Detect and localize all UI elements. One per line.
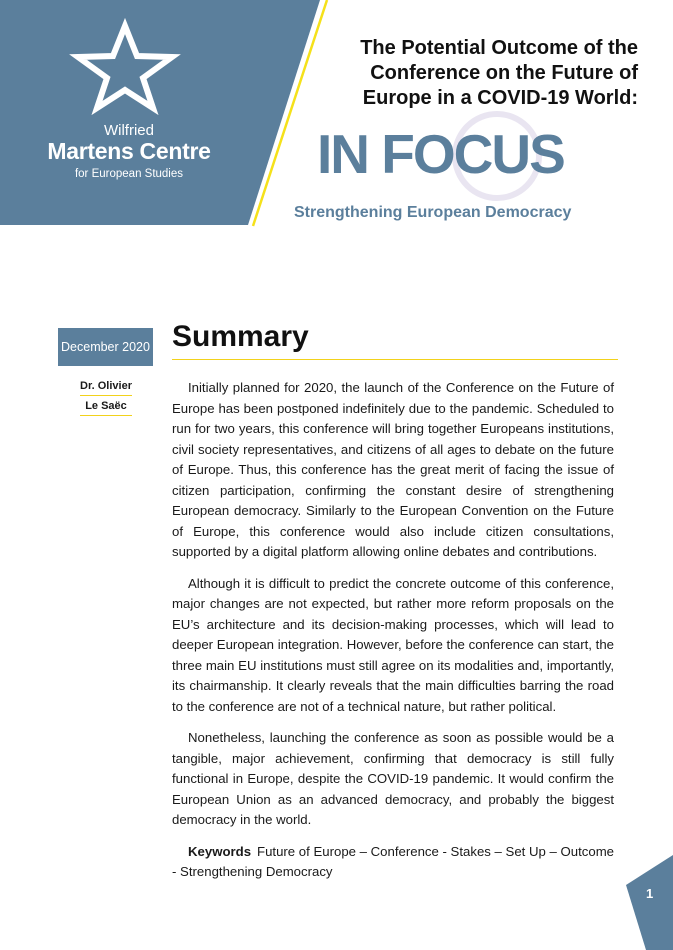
logo-text-european-studies: for European Studies (74, 168, 184, 180)
summary-paragraph-3: Nonetheless, launching the conference as soon as possible would be a tangible, major achievement, confirming that democracy is still fully functional in Europe, despite the COVID-19 pandemic. It would confirm the European Union as an advanced democracy, and probably the biggest democracy in the world. (172, 730, 614, 827)
keywords-line (172, 842, 614, 883)
summary-paragraph-2: Although it is difficult to predict the concrete outcome of this conference, major changes are not expected, but rather more reform proposals on the EU’s architecture and its decision-making processes, which will lead to deeper European integration. However, before the conference can start, the three main EU institutions must still agree on its modalities and, importantly, its chairmanship. It clearly reveals that the main difficulties barring the road to the conference are not of a technical nature, but rather political. (172, 575, 614, 714)
keywords-text: Future of Europe – Conference - Stakes – Set Up – Outcome - Strengthening Democracy (172, 843, 615, 879)
document-title: The Potential Outcome of the Conference on the Future of Europe in a COVID-19 World: (360, 37, 638, 109)
page-number: 1 (646, 886, 654, 901)
author-name-last: Le Saëc (80, 400, 132, 416)
keywords-label: Keywords (188, 843, 252, 859)
in-focus-wordmark: IN FOCUS (317, 123, 564, 185)
author-name-first: Dr. Olivier (80, 380, 132, 396)
page-corner-shape (626, 855, 673, 950)
date-text: December 2020 (61, 340, 150, 354)
summary-heading: Summary (172, 320, 309, 353)
summary-paragraph-1: Initially planned for 2020, the launch of the Conference on the Future of Europe has been postponed indefinitely due to the pandemic. Scheduled to run for two years, this conference will bring together Europeans institutions, civil society representatives, and citizens of all ages to debate on the future of Europe. Thus, this conference has the great merit of facing the issue of citizen participation, confirming the constant desire of strengthening European democracy. Similarly to the European Convention on the Future of Europe, this conference would also include citizen consultations, supported by a digital platform allowing online debates and contributions. (172, 380, 614, 559)
document-subtitle: Strengthening European Democracy (294, 204, 572, 221)
logo-text-martens-centre: Martens Centre (47, 138, 211, 164)
header-banner (0, 0, 673, 230)
header-blue-panel (0, 0, 320, 225)
summary-divider (172, 359, 618, 360)
date-badge (58, 328, 153, 366)
logo-text-wilfried: Wilfried (103, 122, 154, 139)
summary-body (172, 378, 614, 883)
